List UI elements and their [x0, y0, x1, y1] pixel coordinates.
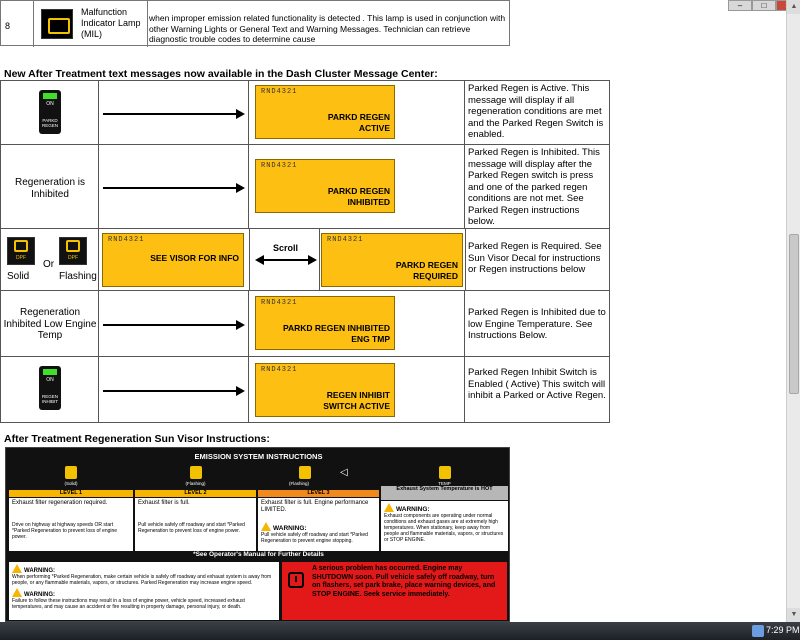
table-row [1, 145, 609, 229]
dash-message: REGEN INHIBIT SWITCH ACTIVE [323, 390, 390, 411]
mil-description: when improper emission related functionality is detected . This lamp is used in conjunction with other Warning Lights or General Text and Warning Messages. Technician can retrieve diagnostic trouble codes to determine cause [149, 13, 506, 44]
double-arrow-icon [257, 259, 315, 261]
dash-code: RND4321 [261, 162, 298, 170]
level-3-column [258, 464, 379, 551]
arrow-icon [103, 187, 243, 189]
arrow-icon [103, 390, 243, 392]
or-label: Or [43, 259, 55, 270]
maximize-button[interactable]: □ [752, 0, 776, 11]
minimize-button[interactable]: – [728, 0, 752, 11]
row-label: Regeneration Inhibited Low Engine Temp [3, 307, 97, 341]
switch-on-label: ON [46, 377, 54, 383]
temp-icon [439, 466, 451, 479]
level-body [9, 498, 133, 551]
dash-message-display [255, 85, 395, 139]
scroll-down-button[interactable]: ▼ [787, 608, 800, 622]
message-table [0, 80, 610, 423]
arrow-icon [103, 324, 243, 326]
dash-message: PARKD REGEN INHIBITED ENG TMP [282, 323, 390, 344]
level-instructions: Drive on highway at highway speeds OR start *Parked Regeneration to prevent loss of engine power. [12, 522, 118, 540]
dash-message: PARKD REGEN INHIBITED [327, 186, 390, 207]
dpf-icon [299, 466, 311, 479]
scroll-label: Scroll [273, 243, 299, 253]
dash-message-display [255, 363, 395, 417]
level-body [258, 498, 379, 551]
window-controls [700, 0, 800, 12]
dpf-icon [65, 466, 77, 479]
stop-engine-icon [288, 572, 304, 588]
level-text: Exhaust filter is full. [138, 500, 190, 506]
table-row [1, 81, 609, 145]
warning-text: When performing *Parked Regeneration, make certain vehicle is safely off roadway and exhaust system is away from people, or any flammable materials, vapors, or structures. Parked Regeneration may increase engine speed. [12, 574, 272, 586]
dash-code: RND4321 [261, 366, 298, 374]
level-text: Exhaust filter regeneration required. [12, 500, 108, 506]
row-description: Parked Regen is Required. See Sun Visor Decal for instructions or Regen instructions below [468, 241, 602, 275]
dash-message-display [102, 233, 244, 287]
scrollbar-thumb[interactable] [789, 234, 799, 394]
red-alert-box [282, 562, 507, 620]
dash-code: RND4321 [261, 88, 298, 96]
switch-on-label: ON [46, 101, 54, 107]
row-description: Parked Regen is Active. This message will display if all regeneration conditions are met and the Parked Regen Switch is enabled. [468, 83, 604, 140]
level-label: Exhaust System Temperature is HOT [381, 486, 508, 500]
flashing-label: Flashing [59, 271, 97, 282]
sun-visor-decal [5, 447, 510, 622]
clock[interactable]: 7:29 PM [766, 625, 800, 635]
dash-code: RND4321 [108, 236, 145, 244]
level-label: LEVEL 1 [9, 490, 133, 497]
dpf-flashing-icon [59, 237, 87, 265]
dash-message-display [255, 159, 395, 213]
level-instructions: Pull vehicle safely off roadway and start *Parked Regeneration to prevent engine stopping. [261, 532, 368, 544]
dash-message: PARKD REGEN ACTIVE [327, 112, 390, 133]
dash-message: PARKD REGEN REQUIRED [395, 260, 458, 281]
bottom-warning: WARNING: When performing *Parked Regeneration, make certain vehicle is safely off roadway and exhaust system is away from people, or any flammable materials, vapors, or structures. Parked Regeneration may increase engine speed. WARNING: Failure to follow these instructions may result in a loss of engine power, vehicle speed, increased exhaust temperatures, and may cause an accident or fire resulting in property damage, personal injury, or death. [9, 562, 279, 620]
dpf-label: DPF [68, 255, 78, 261]
switch-text: PARKD REGEN [41, 118, 58, 128]
switch-text: REGEN INHIBIT [41, 394, 58, 404]
messages-heading: New After Treatment text messages now available in the Dash Cluster Message Center: [4, 68, 438, 80]
dpf-solid-icon [7, 237, 35, 265]
dash-message: SEE VISOR FOR INFO [150, 253, 239, 263]
visor-note: *See Operator's Manual for Further Details [193, 551, 324, 558]
table-row [1, 357, 609, 422]
mil-table-row [0, 0, 510, 46]
mil-label: Malfunction Indicator Lamp (MIL) [81, 7, 141, 39]
level-label: LEVEL 2 [135, 490, 256, 497]
temp-column [381, 464, 508, 551]
level-1-column [9, 464, 133, 551]
dpf-icon [190, 466, 202, 479]
level-label: LEVEL 3 [258, 490, 379, 497]
row-description: Parked Regen Inhibit Switch is Enabled ( Active) This switch will inhibit a Parked or Active Regen. [468, 367, 606, 401]
taskbar [0, 622, 800, 640]
speaker-icon: ◁ [340, 467, 348, 478]
level-2-column [135, 464, 256, 551]
warning-label: WARNING: [261, 522, 307, 532]
scroll-up-button[interactable]: ▲ [787, 0, 800, 14]
table-row [1, 229, 609, 291]
vertical-scrollbar[interactable] [786, 0, 800, 622]
icon-label: (Flashing) [185, 481, 206, 486]
dpf-label: DPF [16, 255, 26, 261]
icon-label: (Flashing) [288, 481, 309, 486]
visor-heading: After Treatment Regeneration Sun Visor Instructions: [4, 433, 270, 445]
network-icon[interactable] [752, 625, 764, 637]
red-alert-text: A serious problem has occurred. Engine may SHUTDOWN soon. Pull vehicle safely off roadway, turn on flashers, set park brake, place warning devices, and STOP ENGINE. Seek service immediately. [312, 565, 496, 598]
warning-text: Failure to follow these instructions may result in a loss of engine power, vehicle speed, increased exhaust temperatures, and may cause an accident or fire resulting in property damage, personal injury, or death. [12, 598, 245, 610]
dash-message-display [255, 296, 395, 350]
level-instructions: Exhaust components are operating under normal conditions and exhaust gases are at extremely high temperatures. When stationary, keep away from people and flammable materials, vapors, or structures or STOP ENGINE. [384, 513, 504, 543]
solid-label: Solid [7, 271, 30, 282]
row-label: Regeneration is Inhibited [14, 177, 86, 200]
dash-code: RND4321 [261, 299, 298, 307]
level-text: Exhaust filter is full. Engine performance LIMITED. [261, 500, 369, 513]
level-instructions: Pull vehicle safely off roadway and start *Parked Regeneration to prevent loss of engine power. [138, 522, 245, 534]
regen-inhibit-switch-icon [39, 366, 61, 410]
dash-message-display [321, 233, 463, 287]
table-row [1, 291, 609, 357]
check-engine-icon [41, 9, 73, 39]
warning-label: WARNING: [384, 503, 430, 513]
row-description: Parked Regen is Inhibited. This message will display after the Parked Regen switch is press and one of the parked regen conditions are not met. See Parked Regen instructions below. [468, 147, 600, 227]
row-description: Parked Regen is Inhibited due to low Engine Temperature. See Instructions Below. [468, 307, 606, 341]
arrow-icon [103, 113, 243, 115]
level-body [381, 501, 508, 551]
visor-title: EMISSION SYSTEM INSTRUCTIONS [194, 452, 323, 461]
icon-label: (Solid) [64, 481, 78, 486]
parked-regen-switch-icon [39, 90, 61, 134]
dash-code: RND4321 [327, 236, 364, 244]
level-body [135, 498, 256, 551]
icon-label: TEMP [438, 481, 451, 486]
row-number: 8 [5, 21, 11, 31]
